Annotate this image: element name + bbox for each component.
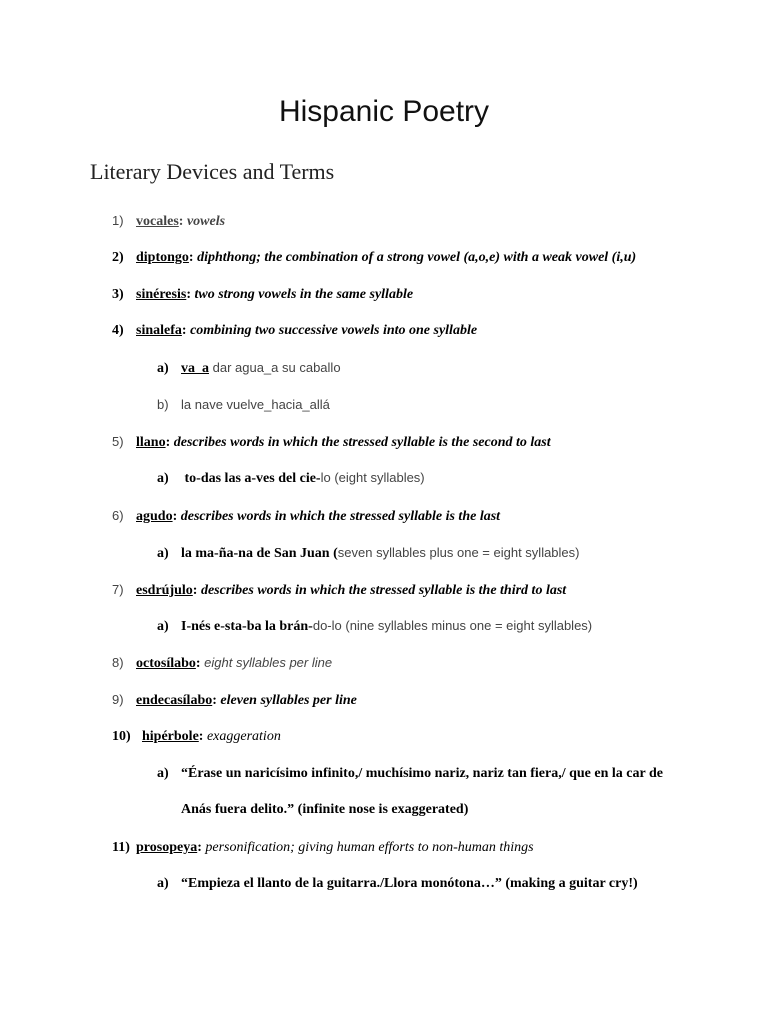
term: llano: [136, 435, 166, 450]
term-separator: :: [212, 693, 217, 708]
example-bold: la ma-ña-na de San Juan (: [181, 546, 338, 561]
example-quote: Anás fuera delito.” (infinite nose is exaggerated): [181, 802, 469, 817]
list-item-hiperbole: [112, 727, 281, 747]
list-item-diptongo: [112, 248, 636, 268]
page-title: Hispanic Poetry: [278, 95, 490, 128]
sub-item-example: [157, 543, 579, 564]
term: esdrújulo: [136, 583, 193, 598]
term-separator: :: [195, 656, 201, 671]
list-item-sinalefa: [112, 321, 477, 341]
sub-item-example: [157, 616, 592, 637]
term-separator: :: [165, 435, 171, 450]
item-number: 3): [112, 287, 124, 302]
item-letter: a): [157, 361, 169, 376]
definition: vowels: [183, 214, 226, 229]
definition: combining two successive vowels into one syllable: [186, 323, 478, 338]
term: agudo: [136, 509, 173, 524]
example-text: dar agua_a su caballo: [209, 360, 341, 375]
example-bold: va_a: [181, 361, 209, 376]
definition: eight syllables per line: [200, 655, 333, 670]
definition: two strong vowels in the same syllable: [190, 287, 414, 302]
list-item-vocales: [112, 211, 225, 232]
item-letter: b): [157, 397, 169, 412]
list-item-agudo: [112, 506, 500, 527]
term: octosílabo: [136, 656, 196, 671]
term-separator: :: [197, 840, 202, 855]
item-letter: a): [157, 766, 169, 781]
definition: eleven syllables per line: [216, 693, 357, 708]
definition: describes words in which the stressed syllable is the last: [177, 509, 501, 524]
item-letter: a): [157, 546, 169, 561]
sub-item-continuation: [181, 800, 468, 820]
item-number: 4): [112, 323, 124, 338]
definition: describes words in which the stressed syllable is the third to last: [197, 583, 567, 598]
example-text: lo (eight syllables): [320, 470, 425, 485]
term-separator: :: [186, 287, 191, 302]
example-text: la nave vuelve_hacia_allá: [181, 397, 330, 412]
item-letter: a): [157, 471, 169, 486]
term-separator: :: [188, 250, 194, 265]
item-number: 9): [112, 692, 124, 707]
sub-item-example: [157, 358, 341, 379]
item-number: 1): [112, 213, 124, 228]
example-bold: to-das las a-ves del cie-: [181, 471, 321, 486]
item-number: 2): [112, 250, 124, 265]
section-heading: Literary Devices and Terms: [90, 159, 335, 184]
item-number: 11): [112, 840, 130, 855]
list-item-sineresis: [112, 285, 413, 305]
term-separator: :: [192, 583, 198, 598]
item-number: 7): [112, 582, 124, 597]
definition: describes words in which the stressed syllable is the second to last: [170, 435, 551, 450]
term: sinéresis: [136, 287, 187, 302]
example-text: do-lo (nine syllables minus one = eight syllables): [312, 618, 593, 633]
term: diptongo: [136, 250, 189, 265]
item-letter: a): [157, 619, 169, 634]
item-number: 6): [112, 508, 124, 523]
definition: personification; giving human efforts to non-human things: [201, 840, 534, 855]
item-number: 10): [112, 729, 131, 744]
term: prosopeya: [136, 840, 198, 855]
list-item-endecasilabo: [112, 690, 357, 711]
term-separator: :: [181, 323, 187, 338]
term-separator: :: [178, 214, 184, 229]
definition: exaggeration: [203, 729, 281, 744]
term: vocales: [136, 214, 179, 229]
item-number: 8): [112, 655, 124, 670]
sub-item-example: [157, 468, 425, 489]
list-item-prosopeya: [112, 838, 534, 858]
example-bold: I-nés e-sta-ba la brán-: [181, 619, 313, 634]
list-item-esdrujulo: [112, 580, 566, 601]
sub-item-example: [157, 764, 663, 784]
term: hipérbole: [142, 729, 199, 744]
term: sinalefa: [136, 323, 182, 338]
term-separator: :: [198, 729, 204, 744]
term-separator: :: [172, 509, 178, 524]
list-item-llano: [112, 432, 551, 453]
example-text: seven syllables plus one = eight syllables): [337, 545, 580, 560]
term: endecasílabo: [136, 693, 213, 708]
sub-item-example: [157, 874, 638, 894]
sub-item-example: [157, 395, 330, 415]
example-quote: “Érase un naricísimo infinito,/ muchísimo nariz, nariz tan fiera,/ que en la car de: [181, 766, 663, 781]
list-item-octosilabo: [112, 653, 332, 674]
item-letter: a): [157, 876, 169, 891]
item-number: 5): [112, 434, 124, 449]
definition: diphthong; the combination of a strong vowel (a,o,e) with a weak vowel (i,u): [193, 250, 637, 265]
example-quote: “Empieza el llanto de la guitarra./Llora monótona…” (making a guitar cry!): [181, 876, 638, 891]
